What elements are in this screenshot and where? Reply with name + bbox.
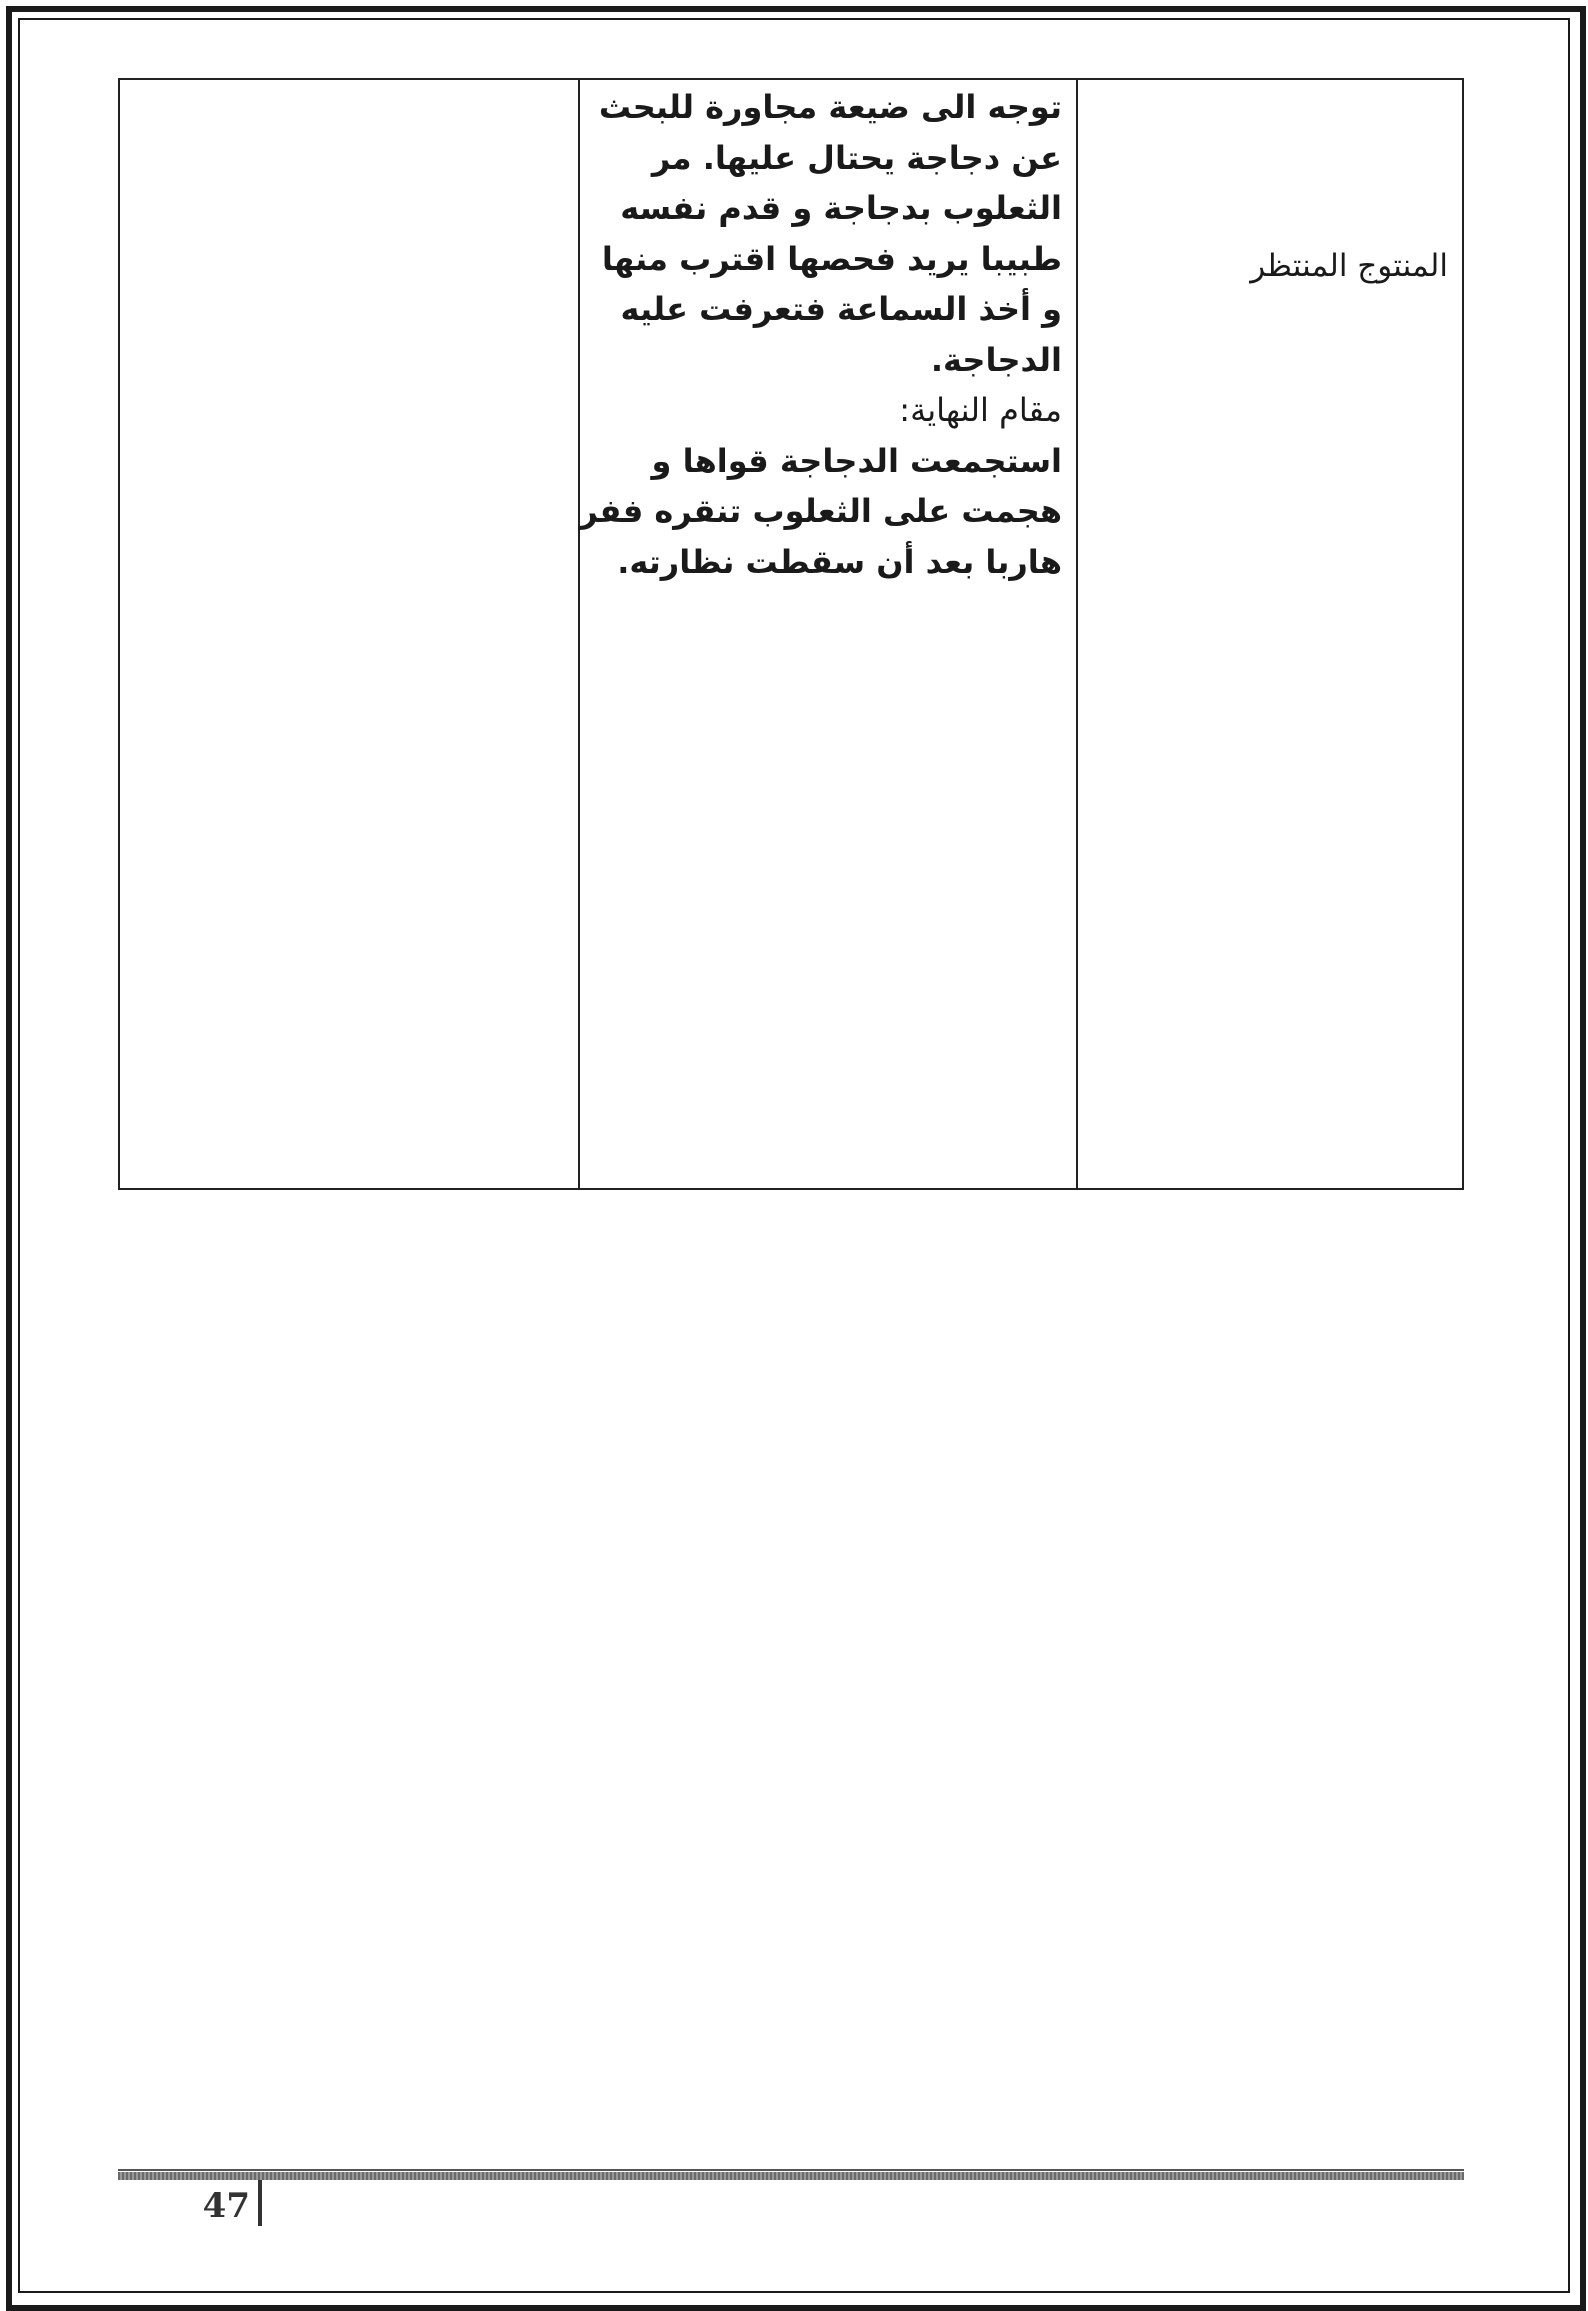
content-lines [580, 80, 1076, 587]
lesson-table [118, 78, 1464, 1190]
table-row [119, 79, 1463, 1189]
content-line: مقام النهاية: [899, 391, 1062, 429]
content-line: الدجاجة. [930, 340, 1062, 379]
label-text: المنتوج المنتظر [1250, 248, 1448, 284]
content-line: طبيبا يريد فحصها اقترب منها [601, 239, 1062, 278]
footer-rule [118, 2172, 1464, 2180]
content-line: الثعلوب بدجاجة و قدم نفسه [620, 189, 1062, 227]
content-line: و أخذ السماعة فتعرفت عليه [620, 290, 1062, 328]
content-line: استجمعت الدجاجة قواها و [651, 441, 1062, 480]
notes-cell [119, 79, 579, 1189]
label-cell [1077, 79, 1463, 1189]
content-cell [579, 79, 1077, 1189]
content-line: هاربا بعد أن سقطت نظارته. [617, 542, 1062, 581]
page-number: 47 [202, 2186, 250, 2226]
footer-rule-line [118, 2169, 1464, 2171]
content-line: عن دجاجة يحتال عليها. مر [651, 138, 1062, 177]
content-line: هجمت على الثعلوب تنقره ففر [579, 492, 1062, 530]
content-line: توجه الى ضيعة مجاورة للبحث [598, 88, 1062, 126]
page-number-divider [258, 2180, 262, 2226]
